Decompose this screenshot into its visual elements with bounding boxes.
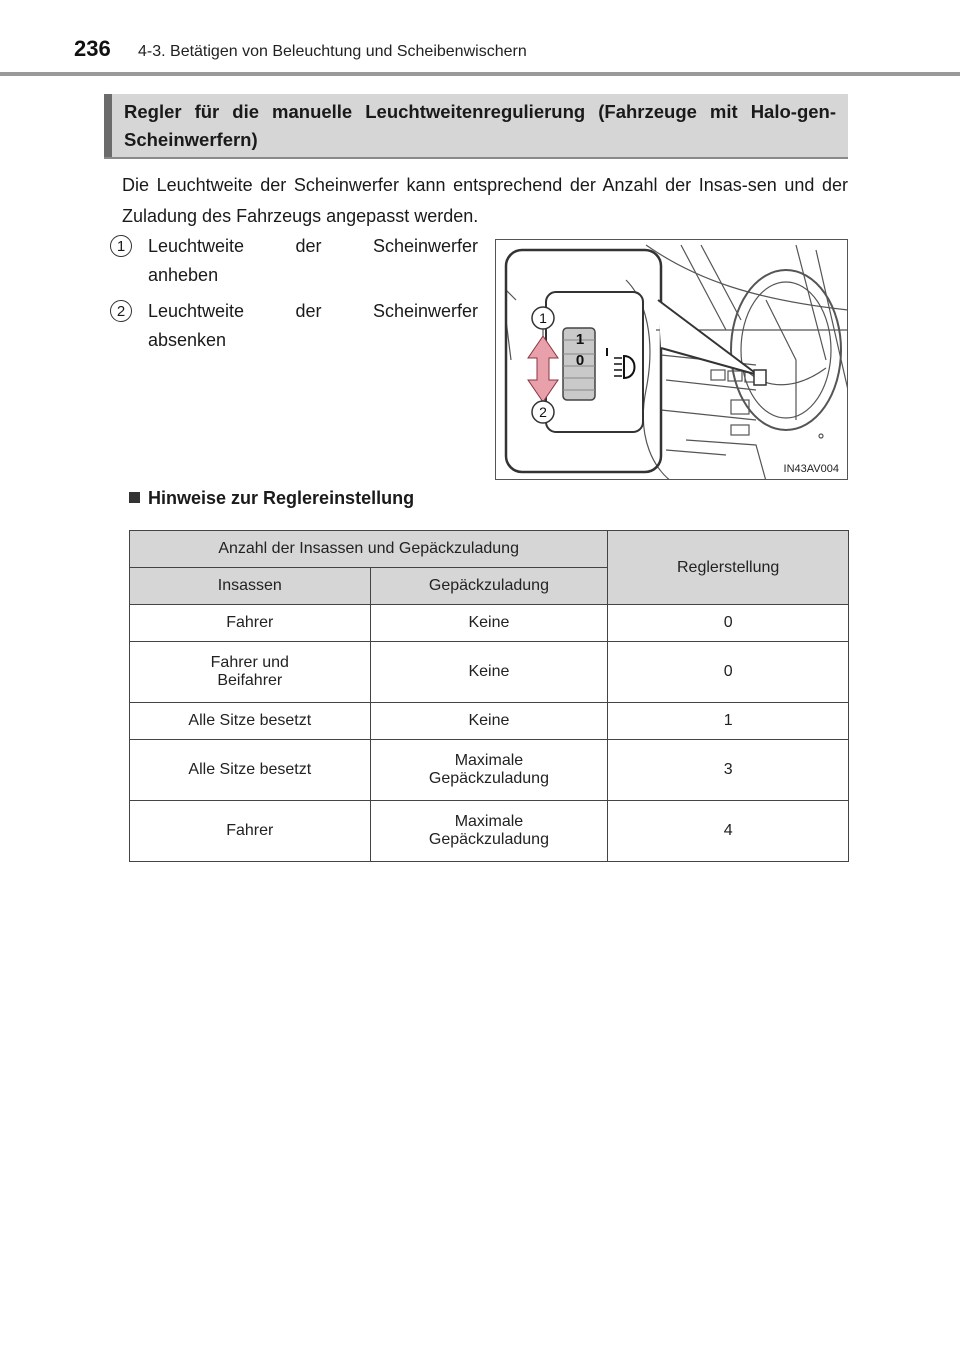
header-load: Gepäckzuladung	[370, 568, 608, 605]
subsection-heading	[129, 488, 414, 509]
cell-load: Maximale Gepäckzuladung	[370, 740, 608, 801]
square-bullet-icon	[129, 492, 140, 503]
cell-load: Keine	[370, 605, 608, 642]
dashboard-line-art	[496, 240, 848, 480]
table-row	[130, 642, 849, 703]
callout-word: Scheinwerfer	[372, 236, 478, 256]
cell-occupants: Alle Sitze besetzt	[130, 740, 371, 801]
table-row	[130, 740, 849, 801]
cell-occupants: Alle Sitze besetzt	[130, 703, 371, 740]
callout-number: 1	[110, 235, 132, 257]
callout-line2: anheben	[148, 265, 219, 285]
header-occupants: Insassen	[130, 568, 371, 605]
section-heading: Regler für die manuelle Leuchtweitenregulierung (Fahrzeuge mit Halo-gen-Scheinwerfern)	[124, 101, 836, 150]
table-row	[130, 801, 849, 862]
chapter-title: 4-3. Betätigen von Beleuchtung und Scheibenwischern	[138, 43, 527, 60]
header-group: Anzahl der Insassen und Gepäckzuladung	[130, 531, 608, 568]
cell-occupants: Fahrer	[130, 801, 371, 862]
header-rule	[0, 72, 960, 76]
callout-word: Leuchtweite	[148, 301, 245, 321]
settings-table	[129, 530, 849, 862]
table-row	[130, 605, 849, 642]
subsection-title: Hinweise zur Reglereinstellung	[148, 488, 415, 508]
callout-word: Leuchtweite	[148, 236, 245, 256]
header-setting: Reglerstellung	[608, 531, 849, 605]
figure-code: IN43AV004	[783, 463, 839, 475]
cell-setting: 3	[608, 740, 849, 801]
page-number: 236	[74, 36, 111, 61]
dashboard-illustration	[495, 239, 848, 480]
callout-line2: absenken	[148, 330, 227, 350]
callout-word: Scheinwerfer	[372, 301, 478, 321]
callout-word: der	[295, 301, 322, 321]
intro-paragraph: Die Leuchtweite der Scheinwerfer kann entsprechend der Anzahl der Insas-sen und der Zuladung des Fahrzeugs angepasst werden.	[122, 175, 848, 226]
callout-word: der	[295, 236, 322, 256]
cell-setting: 1	[608, 703, 849, 740]
cell-load: Keine	[370, 703, 608, 740]
callout-number: 2	[110, 300, 132, 322]
cell-load: Maximale Gepäckzuladung	[370, 801, 608, 862]
cell-setting: 4	[608, 801, 849, 862]
figure-callout-2: 2	[539, 404, 547, 420]
cell-occupants: Fahrer	[130, 605, 371, 642]
section-heading-bar	[104, 94, 112, 157]
cell-load: Keine	[370, 642, 608, 703]
figure-callout-1: 1	[539, 310, 547, 326]
dial-mark-1: 1	[575, 331, 585, 348]
dial-mark-0: 0	[575, 352, 585, 369]
section-heading-box	[104, 94, 848, 159]
cell-occupants: Fahrer und Beifahrer	[130, 642, 371, 703]
cell-setting: 0	[608, 642, 849, 703]
table-row	[130, 703, 849, 740]
cell-setting: 0	[608, 605, 849, 642]
